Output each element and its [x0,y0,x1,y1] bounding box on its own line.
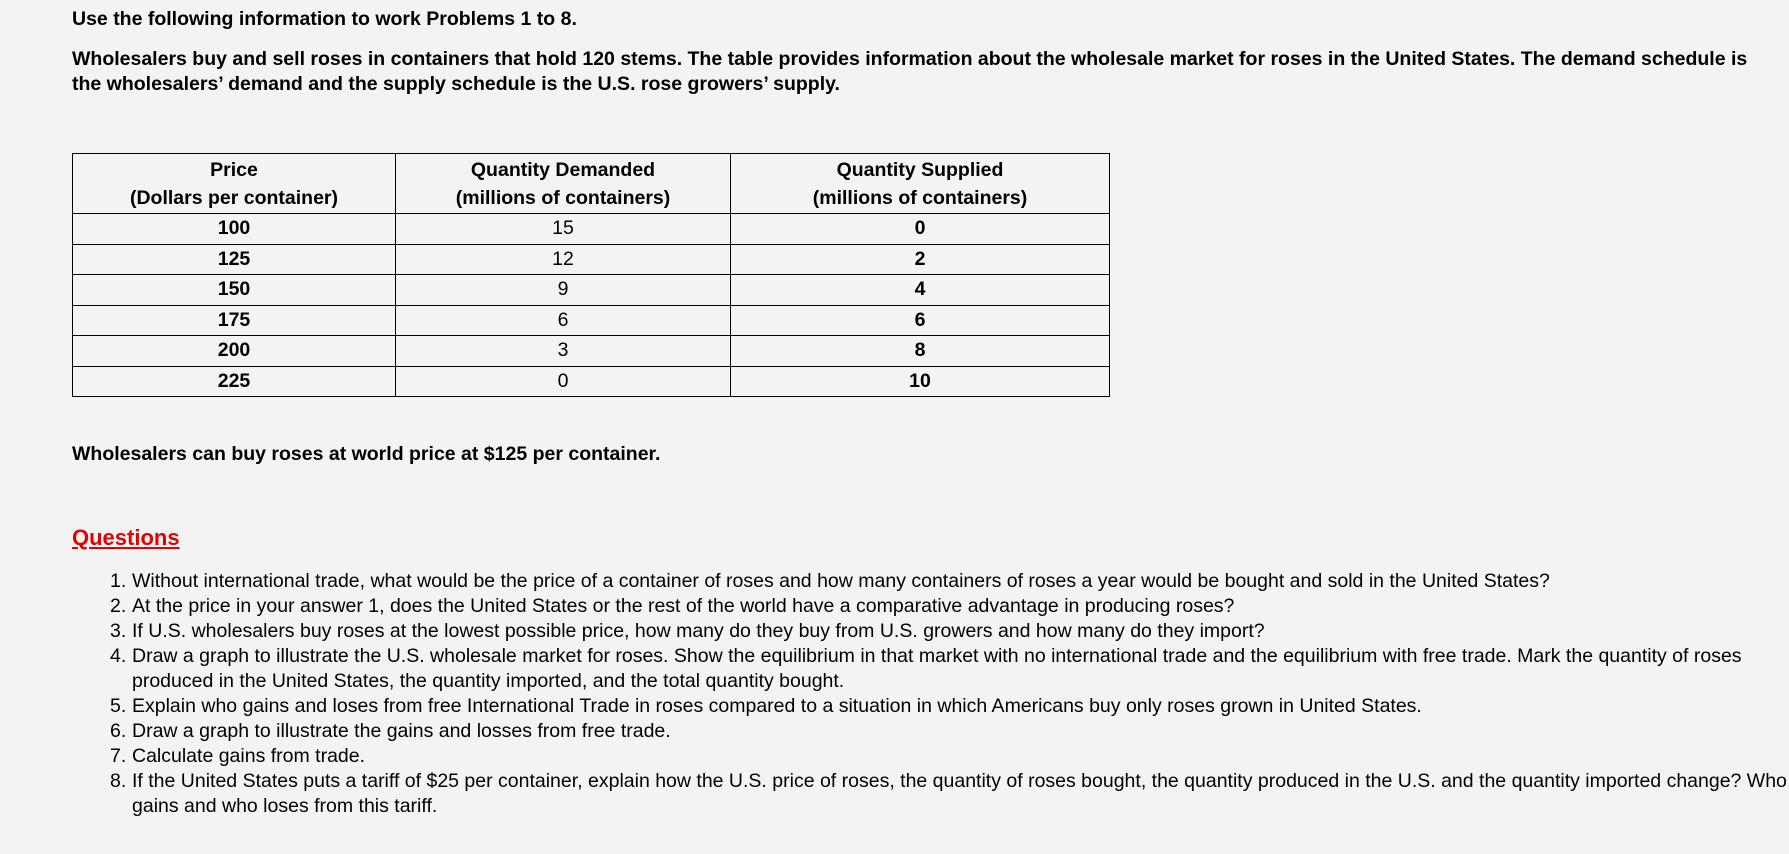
world-price-note: Wholesalers can buy roses at world price at $125 per container. [72,443,661,465]
table-row [73,336,1110,367]
cell-quantity-supplied: 0 [731,214,1110,245]
header-demanded-line2: (millions of containers) [455,186,671,209]
question-text: If U.S. wholesalers buy roses at the lowest possible price, how many do they buy from U.S. growers and how many do they import? [132,620,1265,642]
table-header-row [73,154,1110,214]
cell-quantity-demanded: 12 [396,244,731,275]
question-item [110,569,1789,594]
cell-price: 100 [73,214,396,245]
table-row [73,305,1110,336]
question-item [110,719,1789,744]
table-row [73,244,1110,275]
question-text: If the United States puts a tariff of $25 per container, explain how the U.S. price of roses, the quantity of roses bought, the quantity produced in the U.S. and the quantity imported change? Who gains and who loses from this tariff. [132,770,1787,817]
cell-quantity-supplied: 2 [731,244,1110,275]
question-text: Explain who gains and loses from free International Trade in roses compared to a situation in which Americans buy only roses grown in United States. [132,695,1422,717]
cell-price: 150 [73,275,396,306]
header-supplied-line1: Quantity Supplied [836,158,1004,181]
market-description: Wholesalers buy and sell roses in containers that hold 120 stems. The table provides information about the wholesale market for roses in the United States. The demand schedule is the wholesalers’ demand and the supply schedule is the U.S. rose growers’ supply. [72,48,1748,95]
question-number: 6. [110,720,127,742]
question-item [110,619,1789,644]
question-number: 7. [110,745,127,767]
table-row [73,275,1110,306]
question-number: 8. [110,770,127,792]
intro-text: Use the following information to work Problems 1 to 8. [72,8,577,30]
table-row [73,366,1110,397]
header-price-line2: (Dollars per container) [129,186,339,209]
header-price [73,154,396,214]
cell-quantity-demanded: 6 [396,305,731,336]
question-text: Without international trade, what would be the price of a container of roses and how many containers of roses a year would be bought and sold in the United States? [132,570,1550,592]
header-price-line1: Price [210,158,258,181]
market-schedule-table [72,153,1110,397]
cell-quantity-supplied: 8 [731,336,1110,367]
cell-quantity-demanded: 0 [396,366,731,397]
question-text: Calculate gains from trade. [132,745,366,767]
header-quantity-supplied [731,154,1110,214]
cell-quantity-demanded: 9 [396,275,731,306]
header-supplied-line2: (millions of containers) [812,186,1028,209]
questions-list [110,569,1789,819]
question-number: 5. [110,695,127,717]
cell-price: 125 [73,244,396,275]
question-text: At the price in your answer 1, does the United States or the rest of the world have a comparative advantage in producing roses? [132,595,1235,617]
cell-quantity-supplied: 6 [731,305,1110,336]
question-item [110,594,1789,619]
header-quantity-demanded [396,154,731,214]
question-item [110,744,1789,769]
questions-heading: Questions [72,525,180,550]
cell-quantity-demanded: 3 [396,336,731,367]
cell-price: 200 [73,336,396,367]
question-item [110,694,1789,719]
cell-quantity-demanded: 15 [396,214,731,245]
table-row [73,214,1110,245]
question-number: 2. [110,595,127,617]
question-number: 1. [110,570,127,592]
question-number: 4. [110,645,127,667]
question-text: Draw a graph to illustrate the gains and losses from free trade. [132,720,671,742]
question-number: 3. [110,620,127,642]
question-text: Draw a graph to illustrate the U.S. wholesale market for roses. Show the equilibrium in that market with no international trade and the equilibrium with free trade. Mark the quantity of roses produced in the United States, the quantity imported, and the total quantity bought. [132,645,1742,692]
cell-quantity-supplied: 10 [731,366,1110,397]
table-body [73,214,1110,397]
question-item [110,769,1789,819]
header-demanded-line1: Quantity Demanded [470,158,656,181]
cell-price: 175 [73,305,396,336]
cell-price: 225 [73,366,396,397]
cell-quantity-supplied: 4 [731,275,1110,306]
question-item [110,644,1789,694]
